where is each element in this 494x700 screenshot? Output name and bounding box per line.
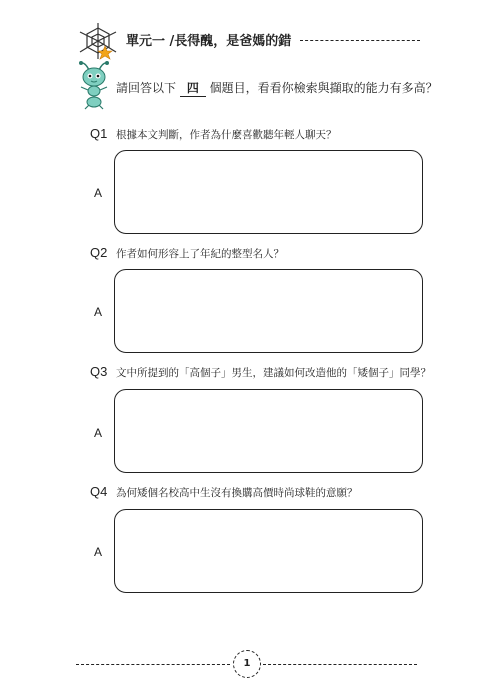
instructions — [116, 79, 438, 97]
question-4-text: 為何矮個名校高中生沒有換購高價時尚球鞋的意願？ — [116, 487, 358, 499]
question-3-label: Q3 — [90, 364, 108, 379]
answer-1-label: A — [94, 186, 103, 200]
footer-divider-left — [76, 664, 230, 665]
page-number: 1 — [233, 650, 261, 678]
question-1-text: 根據本文判斷，作者為什麼喜歡聽年輕人聊天？ — [116, 129, 337, 141]
spider-web-icon — [78, 22, 118, 60]
question-2-text: 作者如何形容上了年紀的整型名人？ — [116, 248, 284, 260]
answer-3-label: A — [94, 426, 103, 440]
answer-1-box[interactable] — [114, 150, 423, 234]
answer-2-box[interactable] — [114, 269, 423, 353]
question-2-label: Q2 — [90, 245, 108, 260]
answer-3-box[interactable] — [114, 389, 423, 473]
question-3-text: 文中所提到的「高個子」男生，建議如何改造他的「矮個子」同學？ — [116, 367, 431, 379]
question-count: 四 — [180, 79, 206, 97]
ant-mascot-icon — [76, 60, 112, 110]
question-4-label: Q4 — [90, 484, 108, 499]
instructions-prefix: 請回答以下 — [116, 81, 177, 95]
instructions-suffix: 個題目，看看你檢索與擷取的能力有多高？ — [209, 81, 438, 95]
question-1-label: Q1 — [90, 126, 108, 141]
answer-2-label: A — [94, 305, 103, 319]
title-divider — [300, 40, 420, 41]
answer-4-box[interactable] — [114, 509, 423, 593]
page-title: 單元一 /長得醜，是爸媽的錯 — [126, 34, 292, 49]
answer-4-label: A — [94, 545, 103, 559]
footer-divider-right — [263, 664, 417, 665]
